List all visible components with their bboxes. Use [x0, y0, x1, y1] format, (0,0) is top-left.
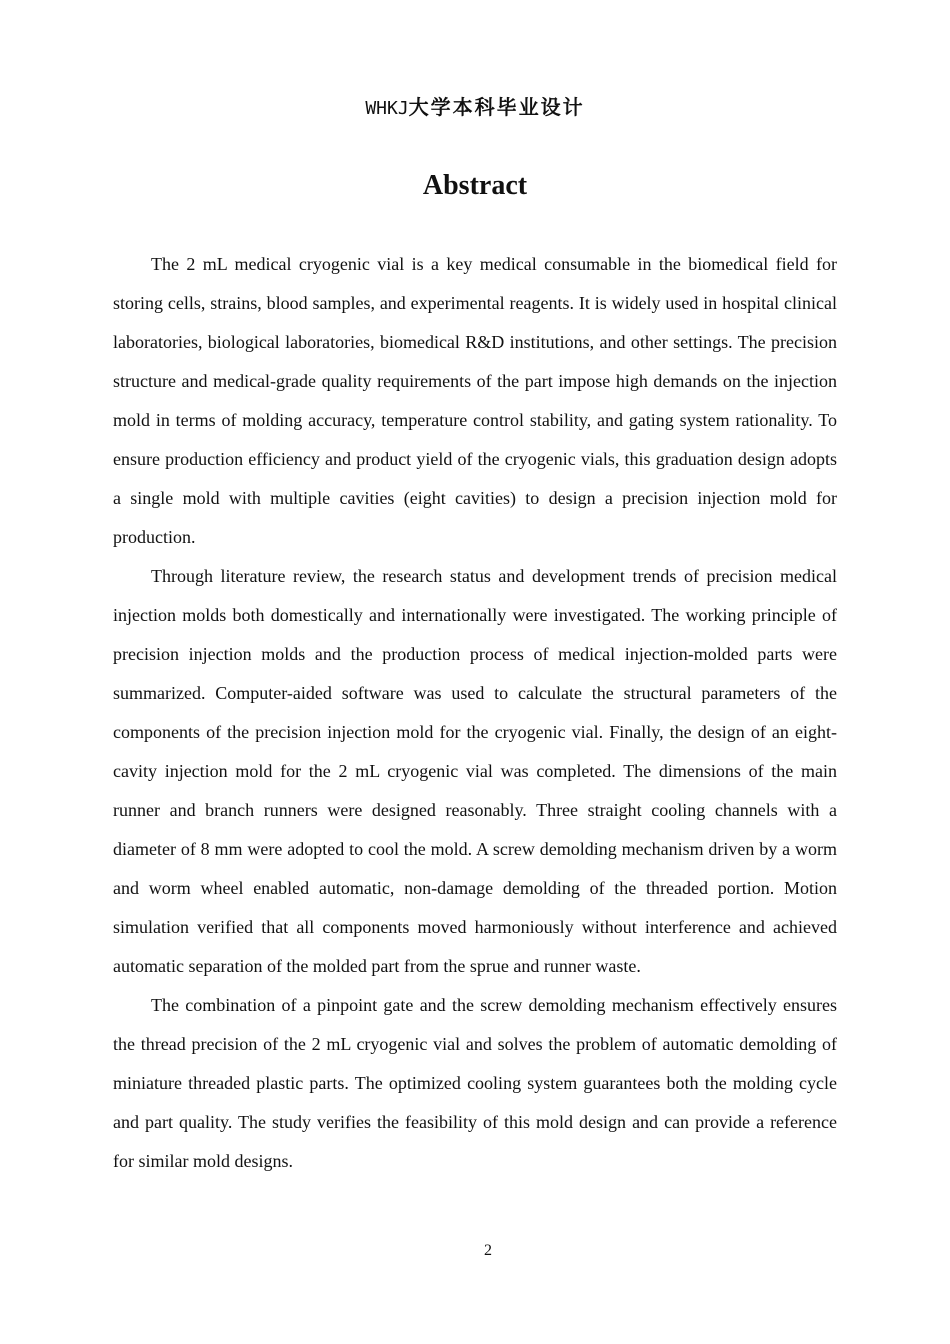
running-header — [0, 93, 950, 123]
abstract-paragraph-2: Through literature review, the research status and development trends of precision medical injection molds both domestically and internationally were investigated. The working principle of precision injection molds and the production process of medical injection-molded parts were summarized. Computer-aided software was used to calculate the structural parameters of the components of the precision injection mold for the cryogenic vial. Finally, the design of an eight-cavity injection mold for the 2 mL cryogenic vial was completed. The dimensions of the main runner and branch runners were designed reasonably. Three straight cooling channels with a diameter of 8 mm were adopted to cool the mold. A screw demolding mechanism driven by a worm and worm wheel enabled automatic, non-damage demolding of the threaded portion. Motion simulation verified that all components moved harmoniously without interference and achieved automatic separation of the molded part from the sprue and runner waste. — [113, 566, 837, 976]
abstract-paragraph-1: The 2 mL medical cryogenic vial is a key medical consumable in the biomedical field for storing cells, strains, blood samples, and experimental reagents. It is widely used in hospital clinical laboratories, biological laboratories, biomedical R&D institutions, and other settings. The precision structure and medical-grade quality requirements of the part impose high demands on the injection mold in terms of molding accuracy, temperature control stability, and gating system rationality. To ensure production efficiency and product yield of the cryogenic vials, this graduation design adopts a single mold with multiple cavities (eight cavities) to design a precision injection mold for production. — [113, 254, 837, 547]
page-number: 2 — [484, 1242, 492, 1259]
abstract-body — [113, 245, 837, 1181]
abstract-paragraph-3: The combination of a pinpoint gate and the screw demolding mechanism effectively ensures the thread precision of the 2 mL cryogenic vial and solves the problem of automatic demolding of miniature threaded plastic parts. The optimized cooling system guarantees both the molding cycle and part quality. The study verifies the feasibility of this mold design and can provide a reference for similar mold designs. — [113, 995, 837, 1171]
header-university-code: WHKJ — [365, 98, 409, 119]
header-thesis-label: 大学本科毕业设计 — [408, 95, 585, 119]
section-title: Abstract — [422, 170, 528, 201]
